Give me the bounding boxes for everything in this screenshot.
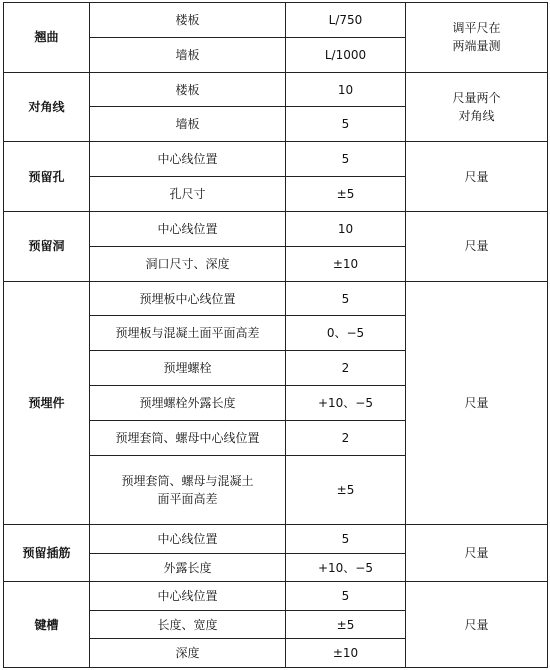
- table-row: [4, 281, 548, 316]
- item-cell: 楼板: [90, 3, 286, 38]
- table-row: [4, 211, 548, 246]
- tolerance-value-cell: +10、−5: [286, 386, 406, 421]
- category-cell: 预留洞: [4, 211, 90, 281]
- table-row: [4, 142, 548, 177]
- method-cell: 调平尺在 两端量测: [406, 3, 548, 73]
- tolerance-value-cell: 2: [286, 351, 406, 386]
- tolerance-value-cell: L/1000: [286, 37, 406, 72]
- item-cell: 墙板: [90, 107, 286, 142]
- item-cell: 楼板: [90, 72, 286, 107]
- tolerance-value-cell: 5: [286, 281, 406, 316]
- table-row: [4, 582, 548, 611]
- category-cell: 翘曲: [4, 3, 90, 73]
- table-body: [4, 3, 548, 668]
- tolerance-value-cell: ±5: [286, 610, 406, 639]
- tolerance-value-cell: 0、−5: [286, 316, 406, 351]
- tolerance-value-cell: 5: [286, 525, 406, 554]
- table-row: [4, 72, 548, 107]
- item-cell: 预埋螺栓外露长度: [90, 386, 286, 421]
- category-cell: 预留插筋: [4, 525, 90, 582]
- item-cell: 预埋螺栓: [90, 351, 286, 386]
- method-cell: 尺量: [406, 525, 548, 582]
- item-cell: 墙板: [90, 37, 286, 72]
- category-cell: 预留孔: [4, 142, 90, 212]
- item-cell: 中心线位置: [90, 211, 286, 246]
- item-cell: 中心线位置: [90, 582, 286, 611]
- tolerance-value-cell: 2: [286, 420, 406, 455]
- item-cell: 外露长度: [90, 553, 286, 582]
- tolerance-value-cell: ±5: [286, 177, 406, 212]
- item-cell: 预埋套筒、螺母中心线位置: [90, 420, 286, 455]
- tolerance-value-cell: ±10: [286, 246, 406, 281]
- item-cell: 中心线位置: [90, 525, 286, 554]
- tolerance-value-cell: 10: [286, 211, 406, 246]
- tolerance-value-cell: L/750: [286, 3, 406, 38]
- category-cell: 键槽: [4, 582, 90, 668]
- tolerance-value-cell: ±5: [286, 455, 406, 525]
- item-cell: 预埋板与混凝土面平面高差: [90, 316, 286, 351]
- table-row: [4, 525, 548, 554]
- category-cell: 预埋件: [4, 281, 90, 525]
- tolerance-value-cell: ±10: [286, 639, 406, 668]
- item-cell: 预埋板中心线位置: [90, 281, 286, 316]
- tolerance-value-cell: 5: [286, 107, 406, 142]
- tolerance-value-cell: 5: [286, 582, 406, 611]
- item-cell: 长度、宽度: [90, 610, 286, 639]
- table-row: [4, 3, 548, 38]
- method-cell: 尺量: [406, 582, 548, 668]
- method-cell: 尺量两个 对角线: [406, 72, 548, 142]
- method-cell: 尺量: [406, 281, 548, 525]
- item-cell: 孔尺寸: [90, 177, 286, 212]
- method-cell: 尺量: [406, 211, 548, 281]
- tolerance-table: [3, 2, 548, 668]
- category-cell: 对角线: [4, 72, 90, 142]
- item-cell: 中心线位置: [90, 142, 286, 177]
- item-cell: 深度: [90, 639, 286, 668]
- item-cell: 洞口尺寸、深度: [90, 246, 286, 281]
- tolerance-value-cell: +10、−5: [286, 553, 406, 582]
- tolerance-value-cell: 10: [286, 72, 406, 107]
- method-cell: 尺量: [406, 142, 548, 212]
- tolerance-value-cell: 5: [286, 142, 406, 177]
- item-cell: 预埋套筒、螺母与混凝土 面平面高差: [90, 455, 286, 525]
